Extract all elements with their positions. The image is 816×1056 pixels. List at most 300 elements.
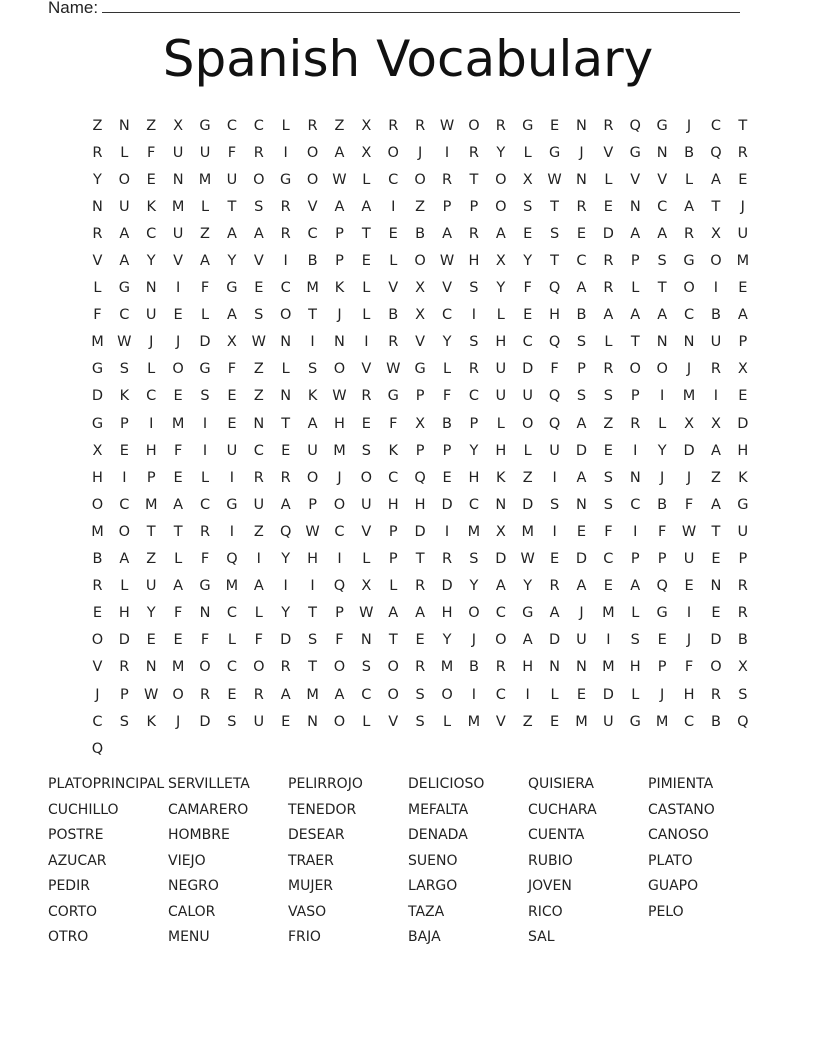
- grid-letter: N: [118, 117, 130, 134]
- grid-letter: O: [387, 686, 399, 703]
- grid-letter: C: [361, 686, 372, 703]
- grid-letter: B: [468, 659, 479, 676]
- grid-letter: F: [173, 442, 183, 459]
- grid-letter: R: [253, 469, 264, 486]
- grid-letter: A: [657, 307, 668, 324]
- grid-letter: Z: [253, 523, 264, 540]
- grid-letter: H: [441, 605, 453, 622]
- grid-letter: U: [495, 361, 507, 378]
- grid-letter: P: [415, 442, 425, 459]
- grid-letter: D: [575, 551, 588, 568]
- grid-letter: T: [388, 632, 398, 649]
- grid-letter: C: [280, 280, 291, 297]
- grid-letter: B: [710, 307, 721, 324]
- grid-letter: R: [361, 388, 372, 405]
- grid-letter: I: [229, 469, 235, 486]
- grid-letter: W: [439, 253, 455, 270]
- grid-letter: V: [415, 334, 426, 351]
- word-list-item: CUCHILLO: [48, 801, 119, 818]
- grid-letter: T: [308, 307, 317, 324]
- grid-letter: T: [550, 198, 560, 215]
- grid-letter: X: [710, 225, 721, 242]
- grid-letter: N: [576, 496, 587, 513]
- grid-letter: I: [283, 578, 288, 595]
- word-list: [48, 776, 768, 955]
- grid-letter: D: [414, 523, 426, 540]
- grid-letter: R: [710, 361, 721, 378]
- grid-letter: C: [226, 605, 237, 622]
- word-list-item: HOMBRE: [168, 827, 230, 843]
- grid-letter: R: [495, 659, 506, 676]
- grid-letter: E: [603, 578, 613, 595]
- grid-letter: T: [146, 523, 156, 540]
- grid-letter: N: [656, 334, 668, 351]
- grid-letter: U: [495, 388, 507, 405]
- grid-letter: M: [467, 713, 481, 730]
- grid-letter: L: [147, 361, 156, 378]
- grid-letter: L: [362, 551, 371, 568]
- grid-letter: R: [737, 144, 748, 161]
- grid-letter: M: [467, 523, 481, 540]
- grid-letter: R: [92, 578, 103, 595]
- grid-letter: L: [389, 253, 398, 270]
- grid-letter: C: [199, 496, 211, 513]
- grid-letter: E: [550, 713, 560, 730]
- grid-letter: R: [253, 144, 264, 161]
- grid-letter: I: [713, 280, 719, 297]
- grid-letter: L: [120, 578, 129, 595]
- grid-letter: H: [468, 253, 480, 270]
- grid-letter: S: [630, 632, 640, 649]
- grid-letter: E: [657, 632, 667, 649]
- grid-letter: T: [361, 225, 371, 242]
- grid-letter: C: [146, 225, 157, 242]
- grid-letter: P: [630, 253, 640, 270]
- grid-letter: A: [334, 144, 345, 161]
- grid-letter: A: [522, 632, 533, 649]
- grid-letter: S: [576, 388, 587, 405]
- grid-letter: A: [657, 225, 668, 242]
- grid-letter: Q: [737, 713, 749, 730]
- word-list-item: POSTRE: [48, 827, 104, 843]
- grid-letter: E: [415, 632, 425, 649]
- word-list-item: SUENO: [408, 852, 458, 869]
- grid-letter: N: [576, 171, 587, 188]
- grid-letter: R: [280, 225, 291, 242]
- word-list-item: CORTO: [48, 903, 98, 920]
- grid-letter: D: [522, 361, 534, 378]
- grid-letter: E: [603, 442, 613, 459]
- grid-letter: W: [681, 523, 697, 540]
- grid-letter: J: [149, 334, 154, 351]
- grid-letter: U: [145, 307, 157, 324]
- grid-letter: L: [631, 605, 640, 622]
- grid-letter: R: [603, 361, 614, 378]
- grid-letter: J: [471, 632, 477, 649]
- grid-letter: U: [522, 388, 533, 405]
- grid-letter: I: [283, 144, 288, 161]
- grid-letter: D: [118, 632, 130, 649]
- grid-letter: L: [254, 605, 263, 622]
- grid-letter: C: [522, 334, 533, 351]
- grid-letter: W: [117, 334, 132, 351]
- grid-letter: G: [629, 144, 641, 161]
- word-list-item: DENADA: [408, 827, 468, 843]
- word-list-item: CASTANO: [648, 801, 715, 818]
- grid-letter: O: [91, 632, 104, 649]
- grid-letter: L: [389, 578, 398, 595]
- grid-letter: D: [441, 496, 453, 513]
- grid-letter: C: [576, 253, 587, 270]
- grid-letter: C: [710, 117, 721, 134]
- grid-letter: A: [630, 225, 641, 242]
- grid-letter: Y: [442, 334, 452, 351]
- grid-letter: R: [603, 117, 614, 134]
- grid-letter: G: [656, 117, 668, 134]
- grid-letter: V: [388, 280, 399, 297]
- grid-letter: R: [710, 686, 721, 703]
- grid-letter: I: [471, 686, 477, 703]
- grid-letter: F: [389, 415, 398, 432]
- grid-letter: E: [281, 442, 291, 459]
- grid-letter: N: [172, 171, 184, 188]
- grid-letter: C: [683, 713, 695, 730]
- grid-letter: T: [738, 117, 748, 134]
- grid-letter: A: [200, 253, 210, 270]
- grid-letter: L: [281, 361, 290, 378]
- grid-letter: G: [226, 496, 238, 513]
- grid-letter: L: [631, 686, 640, 703]
- grid-letter: O: [333, 496, 346, 513]
- grid-letter: O: [495, 632, 507, 649]
- grid-letter: Y: [93, 171, 102, 188]
- grid-letter: J: [660, 686, 665, 703]
- grid-letter: B: [684, 144, 695, 161]
- grid-letter: T: [308, 605, 317, 622]
- grid-letter: P: [119, 415, 129, 432]
- grid-letter: P: [146, 469, 156, 486]
- grid-letter: E: [227, 388, 237, 405]
- grid-letter: J: [686, 361, 692, 378]
- grid-letter: S: [549, 496, 560, 513]
- grid-letter: H: [118, 605, 130, 622]
- grid-letter: B: [307, 253, 318, 270]
- grid-letter: C: [495, 605, 506, 622]
- grid-letter: B: [710, 713, 721, 730]
- grid-letter: U: [172, 225, 184, 242]
- grid-letter: E: [361, 253, 371, 270]
- grid-letter: A: [307, 415, 318, 432]
- grid-letter: E: [550, 117, 560, 134]
- grid-letter: A: [253, 225, 264, 242]
- grid-letter: I: [391, 198, 396, 215]
- grid-letter: X: [522, 171, 533, 188]
- grid-letter: C: [226, 117, 237, 134]
- grid-letter: B: [415, 225, 426, 242]
- grid-letter: S: [523, 198, 533, 215]
- grid-letter: O: [91, 496, 104, 513]
- grid-letter: U: [683, 551, 695, 568]
- grid-letter: T: [711, 523, 721, 540]
- grid-letter: I: [471, 307, 477, 324]
- grid-letter: D: [602, 225, 614, 242]
- grid-letter: C: [119, 307, 130, 324]
- grid-letter: K: [388, 442, 398, 459]
- grid-letter: Z: [522, 469, 533, 486]
- grid-letter: T: [415, 551, 425, 568]
- grid-letter: D: [91, 388, 104, 405]
- word-list-item: CAMARERO: [168, 801, 249, 818]
- grid-letter: E: [576, 523, 587, 540]
- grid-letter: M: [171, 659, 185, 676]
- grid-letter: E: [173, 469, 183, 486]
- grid-letter: U: [253, 496, 265, 513]
- grid-letter: L: [200, 469, 210, 486]
- grid-letter: R: [415, 117, 426, 134]
- grid-letter: D: [441, 578, 453, 595]
- grid-letter: L: [362, 171, 371, 188]
- grid-letter: U: [172, 144, 184, 161]
- grid-letter: C: [468, 388, 479, 405]
- grid-letter: H: [522, 659, 534, 676]
- grid-letter: G: [522, 605, 534, 622]
- grid-letter: V: [307, 198, 318, 215]
- grid-letter: P: [738, 334, 748, 351]
- grid-letter: P: [335, 225, 344, 242]
- grid-letter: Y: [281, 605, 291, 622]
- grid-letter: A: [630, 307, 641, 324]
- grid-letter: K: [307, 388, 318, 405]
- grid-letter: I: [606, 632, 611, 649]
- grid-letter: R: [495, 117, 506, 134]
- grid-letter: R: [468, 361, 479, 378]
- grid-letter: R: [199, 686, 211, 703]
- grid-letter: P: [577, 361, 586, 378]
- grid-letter: O: [306, 469, 319, 486]
- grid-letter: R: [415, 578, 426, 595]
- grid-letter: R: [737, 578, 748, 595]
- grid-letter: A: [388, 605, 399, 622]
- grid-letter: S: [738, 686, 748, 703]
- grid-letter: C: [146, 388, 157, 405]
- grid-letter: N: [280, 334, 292, 351]
- grid-letter: D: [710, 632, 722, 649]
- grid-letter: E: [227, 415, 237, 432]
- grid-letter: O: [333, 713, 346, 730]
- grid-letter: G: [226, 280, 238, 297]
- grid-letter: S: [200, 388, 210, 405]
- grid-letter: L: [227, 632, 236, 649]
- grid-letter: F: [684, 496, 694, 513]
- grid-letter: R: [441, 171, 453, 188]
- grid-letter: R: [388, 117, 399, 134]
- grid-letter: A: [630, 578, 641, 595]
- grid-letter: E: [146, 632, 156, 649]
- grid-letter: S: [603, 496, 613, 513]
- grid-letter: N: [710, 578, 722, 595]
- grid-letter: F: [442, 388, 452, 405]
- grid-letter: S: [254, 307, 264, 324]
- grid-letter: R: [737, 605, 748, 622]
- grid-letter: G: [629, 713, 641, 730]
- grid-letter: Q: [91, 740, 104, 757]
- grid-letter: E: [173, 388, 183, 405]
- grid-letter: O: [468, 605, 480, 622]
- grid-letter: N: [280, 388, 292, 405]
- grid-letter: O: [495, 198, 507, 215]
- grid-letter: U: [199, 144, 211, 161]
- grid-letter: O: [414, 171, 426, 188]
- grid-letter: J: [579, 144, 584, 161]
- grid-letter: M: [602, 659, 615, 676]
- grid-letter: N: [334, 334, 345, 351]
- word-list-item: PLATO: [648, 852, 693, 869]
- word-list-item: MEFALTA: [408, 801, 469, 818]
- grid-letter: A: [737, 307, 748, 324]
- grid-letter: O: [118, 523, 131, 540]
- grid-letter: X: [173, 117, 184, 134]
- grid-letter: O: [710, 253, 722, 270]
- grid-letter: W: [332, 171, 347, 188]
- grid-letter: M: [91, 523, 104, 540]
- grid-letter: Y: [469, 442, 479, 459]
- grid-letter: F: [200, 551, 210, 568]
- grid-letter: P: [738, 551, 748, 568]
- grid-letter: G: [91, 415, 104, 432]
- name-underline: [102, 0, 740, 13]
- grid-letter: F: [604, 523, 613, 540]
- grid-letter: J: [175, 713, 181, 730]
- grid-letter: E: [281, 713, 291, 730]
- grid-letter: I: [229, 523, 235, 540]
- grid-letter: O: [683, 280, 695, 297]
- grid-letter: S: [307, 361, 318, 378]
- grid-letter: M: [682, 388, 696, 405]
- word-list-item: VASO: [288, 903, 327, 920]
- grid-letter: Q: [333, 578, 346, 595]
- grid-letter: C: [683, 307, 695, 324]
- grid-letter: O: [656, 361, 668, 378]
- grid-letter: S: [549, 225, 560, 242]
- grid-letter: F: [227, 144, 237, 161]
- grid-letter: D: [495, 551, 507, 568]
- grid-letter: S: [603, 388, 613, 405]
- grid-letter: X: [226, 334, 237, 351]
- grid-letter: U: [737, 523, 749, 540]
- grid-letter: S: [254, 198, 264, 215]
- grid-letter: U: [253, 713, 265, 730]
- grid-letter: Y: [496, 280, 506, 297]
- grid-letter: O: [306, 171, 319, 188]
- grid-letter: R: [630, 415, 641, 432]
- grid-letter: E: [442, 469, 452, 486]
- grid-letter: X: [415, 415, 426, 432]
- grid-letter: P: [119, 686, 129, 703]
- grid-letter: Y: [469, 578, 479, 595]
- grid-letter: S: [307, 632, 318, 649]
- word-list-item: DESEAR: [288, 827, 345, 843]
- grid-letter: D: [280, 632, 292, 649]
- grid-letter: H: [549, 307, 561, 324]
- grid-letter: L: [362, 307, 371, 324]
- grid-letter: O: [172, 686, 184, 703]
- grid-letter: N: [683, 334, 695, 351]
- grid-letter: N: [629, 469, 641, 486]
- grid-letter: R: [415, 659, 426, 676]
- grid-letter: S: [415, 686, 425, 703]
- grid-letter: J: [95, 686, 100, 703]
- grid-letter: O: [333, 361, 346, 378]
- grid-letter: I: [552, 469, 557, 486]
- grid-letter: U: [710, 334, 722, 351]
- grid-letter: I: [552, 523, 557, 540]
- grid-letter: H: [387, 496, 399, 513]
- grid-letter: M: [171, 415, 185, 432]
- grid-letter: L: [93, 280, 102, 297]
- grid-letter: V: [253, 253, 264, 270]
- grid-letter: A: [710, 496, 721, 513]
- word-list-item: TENEDOR: [288, 801, 357, 818]
- grid-letter: M: [225, 578, 239, 595]
- grid-letter: E: [173, 307, 183, 324]
- grid-letter: S: [361, 659, 371, 676]
- grid-letter: I: [713, 388, 719, 405]
- grid-letter: Z: [415, 198, 426, 215]
- grid-letter: O: [521, 415, 534, 432]
- word-list-item: PEDIR: [48, 878, 90, 894]
- grid-letter: Q: [548, 334, 561, 351]
- grid-letter: Y: [523, 253, 533, 270]
- grid-letter: L: [200, 198, 210, 215]
- grid-letter: R: [199, 523, 211, 540]
- grid-letter: J: [579, 605, 584, 622]
- grid-letter: S: [227, 713, 237, 730]
- grid-letter: F: [335, 632, 344, 649]
- grid-letter: E: [119, 442, 129, 459]
- grid-letter: Z: [522, 713, 533, 730]
- grid-letter: G: [414, 361, 426, 378]
- word-list-item: MUJER: [288, 878, 334, 894]
- grid-letter: M: [333, 442, 346, 459]
- grid-letter: M: [440, 659, 454, 676]
- grid-letter: Z: [253, 361, 264, 378]
- grid-letter: O: [172, 361, 184, 378]
- grid-letter: R: [441, 551, 453, 568]
- grid-letter: Z: [146, 117, 157, 134]
- grid-letter: P: [657, 659, 667, 676]
- grid-letter: K: [119, 388, 130, 405]
- grid-letter: Q: [548, 415, 561, 432]
- grid-letter: W: [386, 361, 401, 378]
- grid-letter: V: [173, 253, 184, 270]
- grid-letter: Y: [442, 632, 452, 649]
- word-search-grid: [84, 112, 756, 762]
- grid-letter: N: [145, 280, 157, 297]
- grid-letter: A: [576, 578, 587, 595]
- grid-letter: R: [280, 659, 291, 676]
- grid-letter: Z: [200, 225, 210, 242]
- word-list-item: PLATOPRINCIPAL: [48, 776, 165, 792]
- grid-letter: D: [575, 442, 588, 459]
- word-list-item: TAZA: [408, 903, 445, 920]
- grid-letter: L: [631, 280, 640, 297]
- grid-letter: O: [468, 117, 480, 134]
- grid-letter: C: [630, 496, 641, 513]
- grid-letter: X: [737, 659, 748, 676]
- grid-letter: G: [199, 361, 211, 378]
- grid-letter: G: [683, 253, 695, 270]
- grid-letter: E: [361, 415, 371, 432]
